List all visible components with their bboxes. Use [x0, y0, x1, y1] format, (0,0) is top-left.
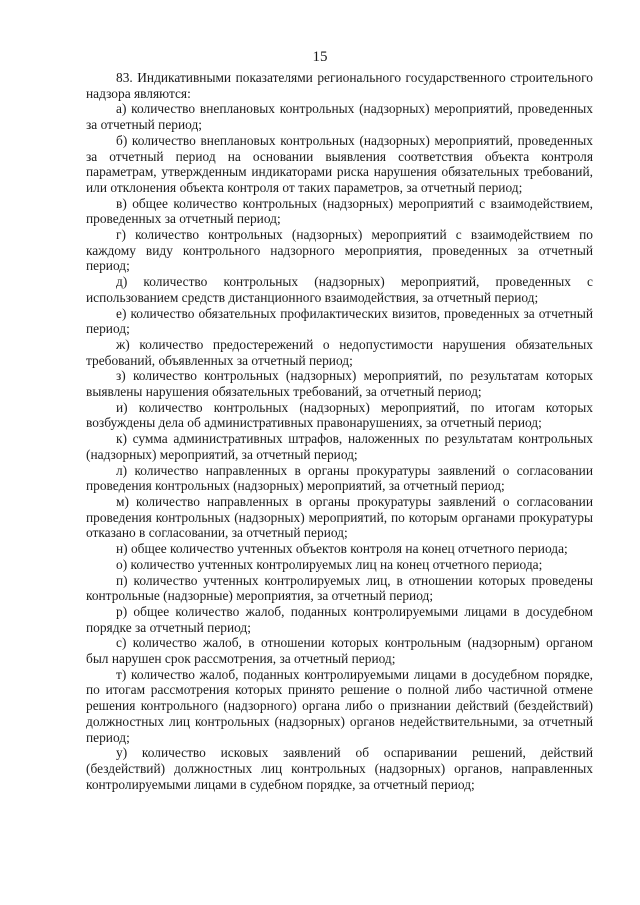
page-number: 15 [312, 49, 328, 65]
list-item-d: д) количество контрольных (надзорных) мероприятий, проведенных с использованием средств дистанционного взаимодействия, за отчетный период; [86, 274, 593, 305]
document-body [86, 70, 593, 792]
list-item-z: з) количество контрольных (надзорных) мероприятий, по результатам которых выявлены нарушения обязательных требований, за отчетный период; [86, 368, 593, 400]
list-item-m: м) количество направленных в органы прокуратуры заявлений о согласовании проведения контрольных (надзорных) мероприятий, по которым органами прокуратуры отказано в согласовании, за отчетный период; [86, 493, 593, 541]
list-item-k: к) сумма административных штрафов, наложенных по результатам контрольных (надзорных) мероприятий, за отчетный период; [86, 431, 593, 462]
list-item-e: е) количество обязательных профилактических визитов, проведенных за отчетный период; [86, 305, 593, 337]
list-item-v: в) общее количество контрольных (надзорных) мероприятий с взаимодействием, проведенных за отчетный период; [86, 195, 593, 227]
list-item-zh: ж) количество предостережений о недопустимости нарушения обязательных требований, объявленных за отчетный период; [86, 336, 593, 368]
list-item-a: а) количество внеплановых контрольных (надзорных) мероприятий, проведенных за отчетный период; [86, 101, 593, 133]
list-item-o: о) количество учтенных контролируемых лиц на конец отчетного периода; [116, 556, 543, 572]
list-item-t: т) количество жалоб, поданных контролируемыми лицами в досудебном порядке, по итогам рассмотрения которых принято решение о полной либо частичной отмене решения контрольного (надзорного) органа либо о признании действий (бездействий) должностных лиц контрольных (надзорных) органов недействительными, за отчетный период; [86, 666, 593, 745]
list-item-i: и) количество контрольных (надзорных) мероприятий, по итогам которых возбуждены дела об административных правонарушениях, за отчетный период; [86, 399, 593, 431]
list-item-p: п) количество учтенных контролируемых лиц, в отношении которых проведены контрольные (надзорные) мероприятия, за отчетный период; [86, 572, 593, 604]
list-item-n: н) общее количество учтенных объектов контроля на конец отчетного периода; [116, 541, 568, 557]
list-item-b: б) количество внеплановых контрольных (надзорных) мероприятий, проведенных за отчетный период на основании выявления соответствия объекта контроля параметрам, утвержденным индикаторами риска нарушения обязательных требований, или отклонения объекта контроля от таких параметров, за отчетный период; [86, 132, 593, 195]
list-item-s: с) количество жалоб, в отношении которых контрольным (надзорным) органом был нарушен срок рассмотрения, за отчетный период; [86, 635, 593, 667]
paragraph-intro: 83. Индикативными показателями регионального государственного строительного надзора являются: [86, 70, 593, 101]
list-item-g: г) количество контрольных (надзорных) мероприятий с взаимодействием по каждому виду контрольного надзорного мероприятия, проведенных за отчетный период; [86, 227, 593, 274]
list-item-r: р) общее количество жалоб, поданных контролируемыми лицами в досудебном порядке за отчетный период; [86, 603, 593, 635]
list-item-u: у) количество исковых заявлений об оспаривании решений, действий (бездействий) должностных лиц контрольных (надзорных) органов, направленных контролируемыми лицами в судебном порядке, за отчетный период; [86, 745, 593, 792]
list-item-l: л) количество направленных в органы прокуратуры заявлений о согласовании проведения контрольных (надзорных) мероприятий, за отчетный период; [86, 462, 593, 494]
